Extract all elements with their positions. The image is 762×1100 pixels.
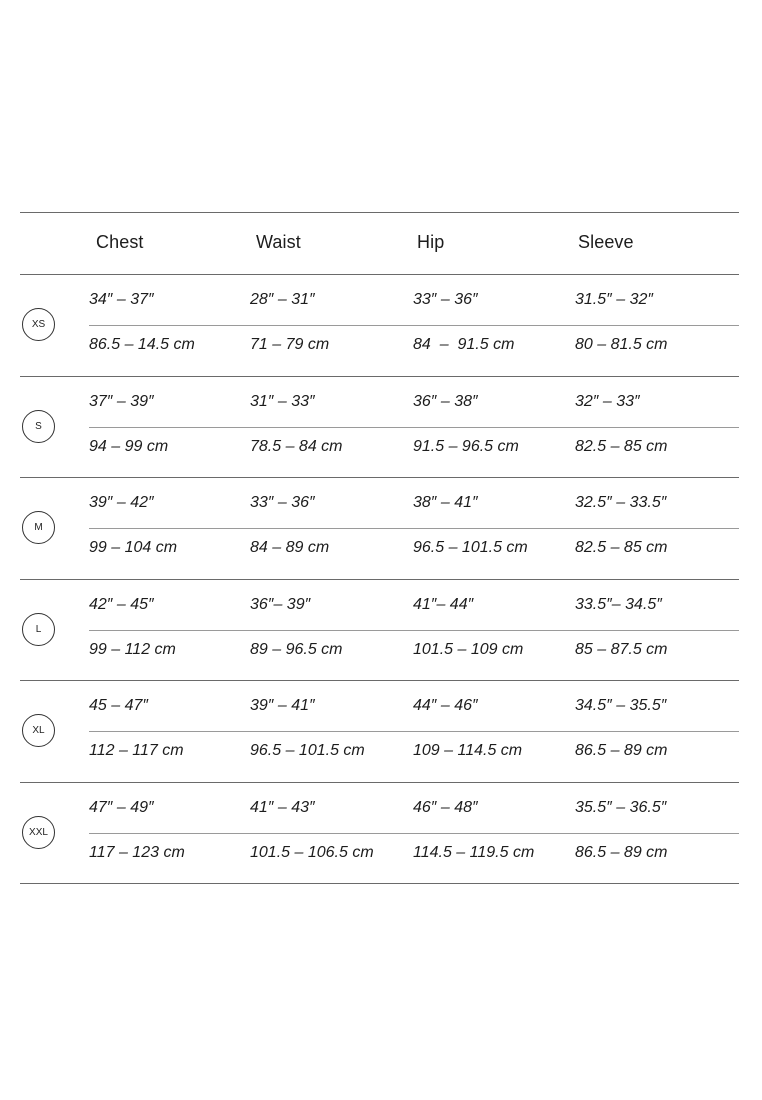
waist-inches: 36″– 39″ <box>250 595 311 613</box>
sleeve-inches: 34.5″ – 35.5″ <box>575 697 667 714</box>
chest-cm: 117 – 123 cm <box>89 843 185 861</box>
chest-cm: 99 – 112 cm <box>89 640 176 658</box>
hip-inches: 46″ – 48″ <box>413 798 478 816</box>
waist-inches: 41″ – 43″ <box>250 798 315 816</box>
hip-cm: 84 – 91.5 cm <box>413 336 515 353</box>
header-hip: Hip <box>417 232 445 252</box>
header-chest: Chest <box>96 232 144 252</box>
size-badge: S <box>22 410 55 443</box>
size-row-s <box>20 377 739 479</box>
waist-cm: 96.5 – 101.5 cm <box>250 742 365 759</box>
sleeve-cm: 86.5 – 89 cm <box>575 843 668 861</box>
size-chart-table <box>20 212 739 884</box>
sleeve-inches: 32.5″ – 33.5″ <box>575 494 667 511</box>
sleeve-cm: 85 – 87.5 cm <box>575 640 668 658</box>
waist-inches: 28″ – 31″ <box>250 291 315 308</box>
hip-cm: 101.5 – 109 cm <box>413 640 524 658</box>
size-row-l <box>20 580 739 682</box>
chest-inches: 45 – 47″ <box>89 697 149 714</box>
sleeve-inches: 31.5″ – 32″ <box>575 291 654 308</box>
chest-cm: 86.5 – 14.5 cm <box>89 336 195 353</box>
header-sleeve: Sleeve <box>578 232 634 252</box>
row-divider <box>89 630 739 631</box>
size-badge: M <box>22 511 55 544</box>
waist-cm: 84 – 89 cm <box>250 539 330 556</box>
sleeve-cm: 86.5 – 89 cm <box>575 742 668 759</box>
hip-cm: 91.5 – 96.5 cm <box>413 437 519 455</box>
table-header-row <box>20 213 739 275</box>
row-divider <box>89 731 739 732</box>
waist-inches: 31″ – 33″ <box>250 392 315 410</box>
waist-inches: 33″ – 36″ <box>250 494 315 511</box>
hip-cm: 114.5 – 119.5 cm <box>413 843 535 861</box>
sleeve-inches: 32″ – 33″ <box>575 392 640 410</box>
size-row-m <box>20 478 739 580</box>
waist-cm: 89 – 96.5 cm <box>250 640 343 658</box>
size-row-xxl <box>20 783 739 885</box>
size-badge: XL <box>22 714 55 747</box>
sleeve-inches: 33.5″– 34.5″ <box>575 595 662 613</box>
waist-cm: 71 – 79 cm <box>250 336 330 353</box>
sleeve-cm: 82.5 – 85 cm <box>575 539 668 556</box>
row-divider <box>89 528 739 529</box>
chest-cm: 112 – 117 cm <box>89 742 184 759</box>
row-divider <box>89 427 739 428</box>
waist-inches: 39″ – 41″ <box>250 697 315 714</box>
chest-cm: 99 – 104 cm <box>89 539 178 556</box>
hip-inches: 36″ – 38″ <box>413 392 478 410</box>
chest-cm: 94 – 99 cm <box>89 437 169 455</box>
size-row-xs <box>20 275 739 377</box>
chest-inches: 34″ – 37″ <box>89 291 154 308</box>
hip-cm: 109 – 114.5 cm <box>413 742 523 759</box>
hip-inches: 38″ – 41″ <box>413 494 478 511</box>
row-divider <box>89 325 739 326</box>
sleeve-cm: 82.5 – 85 cm <box>575 437 668 455</box>
chest-inches: 42″ – 45″ <box>89 595 154 613</box>
size-badge: XS <box>22 308 55 341</box>
row-divider <box>89 833 739 834</box>
hip-inches: 33″ – 36″ <box>413 291 478 308</box>
size-badge: XXL <box>22 816 55 849</box>
size-badge: L <box>22 613 55 646</box>
waist-cm: 78.5 – 84 cm <box>250 437 343 455</box>
chest-inches: 37″ – 39″ <box>89 392 154 410</box>
header-waist: Waist <box>256 232 301 252</box>
chest-inches: 47″ – 49″ <box>89 798 154 816</box>
waist-cm: 101.5 – 106.5 cm <box>250 843 374 861</box>
hip-inches: 41″– 44″ <box>413 595 474 613</box>
size-row-xl <box>20 681 739 783</box>
hip-cm: 96.5 – 101.5 cm <box>413 539 528 556</box>
sleeve-inches: 35.5″ – 36.5″ <box>575 798 667 816</box>
hip-inches: 44″ – 46″ <box>413 697 478 714</box>
sleeve-cm: 80 – 81.5 cm <box>575 336 668 353</box>
chest-inches: 39″ – 42″ <box>89 494 154 511</box>
